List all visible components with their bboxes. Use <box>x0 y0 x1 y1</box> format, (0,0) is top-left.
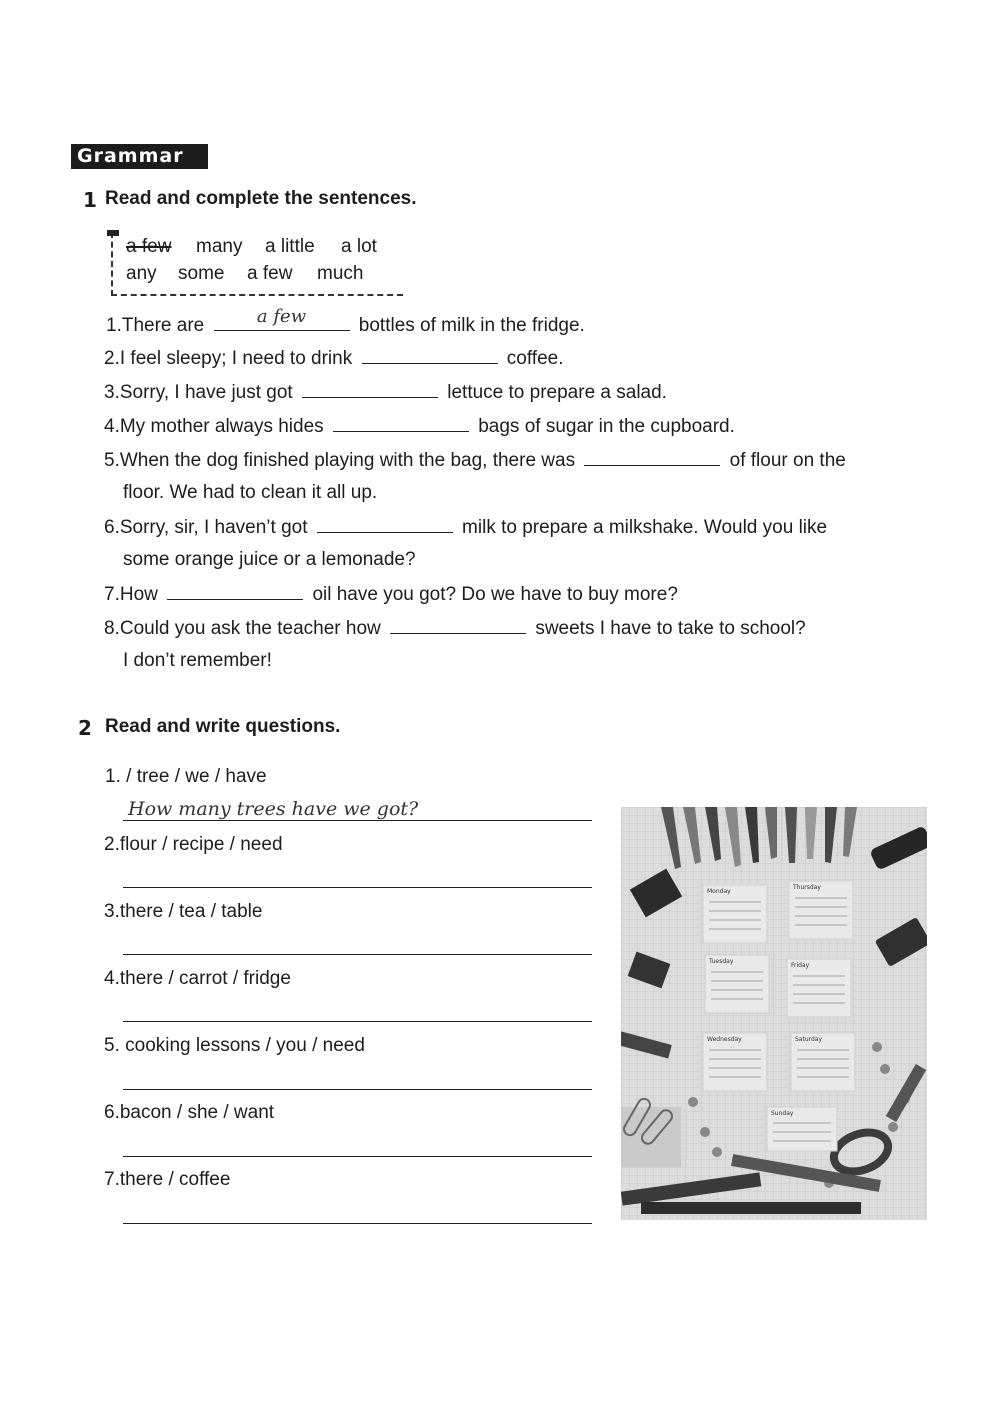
answer-line-1[interactable] <box>123 820 592 821</box>
answer-blank[interactable] <box>584 449 720 466</box>
day-label: Thursday <box>793 884 821 891</box>
prompt-1: 1. / tree / we / have <box>105 766 267 787</box>
answer-blank[interactable] <box>390 617 526 634</box>
word-bank-item: some <box>178 263 225 284</box>
answer-line-7[interactable] <box>123 1223 592 1224</box>
stationery-photo <box>621 807 927 1220</box>
day-label: Saturday <box>795 1036 823 1043</box>
sentence-6-continued: some orange juice or a lemonade? <box>123 549 416 570</box>
sentence-7: 7.How oil have you got? Do we have to buy more? <box>104 584 678 605</box>
answer-line-3[interactable] <box>123 954 592 955</box>
exercise-2-title: Read and write questions. <box>105 716 341 737</box>
exercise-1-number: 1 <box>83 188 97 212</box>
exercise-1-title: Read and complete the sentences. <box>105 188 417 209</box>
prompt-4: 4.there / carrot / fridge <box>104 968 291 989</box>
word-bank-marker <box>107 230 119 236</box>
answer-line-2[interactable] <box>123 887 592 888</box>
word-bank-item: many <box>196 236 243 257</box>
answer-blank[interactable] <box>362 347 498 364</box>
prompt-6: 6.bacon / she / want <box>104 1102 275 1123</box>
answer-blank[interactable] <box>317 516 453 533</box>
sentence-5-continued: floor. We had to clean it all up. <box>123 482 378 503</box>
answer-blank[interactable] <box>302 381 438 398</box>
answer-line-5[interactable] <box>123 1089 592 1090</box>
sentence-5: 5.When the dog finished playing with the bag, there was of flour on the <box>104 450 846 471</box>
word-bank-item: a few <box>126 236 172 257</box>
answer-1-text: How many trees have we got? <box>128 798 419 820</box>
word-bank-item: much <box>317 263 364 284</box>
sentence-2: 2.I feel sleepy; I need to drink coffee. <box>104 348 564 369</box>
prompt-7: 7.there / coffee <box>104 1169 231 1190</box>
prompt-5: 5. cooking lessons / you / need <box>104 1035 365 1056</box>
sentence-4: 4.My mother always hides bags of sugar in the cupboard. <box>104 416 735 437</box>
answer-line-4[interactable] <box>123 1021 592 1022</box>
answer-line-6[interactable] <box>123 1156 592 1157</box>
day-label: Monday <box>707 888 731 895</box>
sentence-8: 8.Could you ask the teacher how sweets I have to take to school? <box>104 618 806 639</box>
word-bank <box>111 232 403 296</box>
prompt-3: 3.there / tea / table <box>104 901 263 922</box>
day-label: Friday <box>791 962 810 969</box>
day-label: Wednesday <box>707 1036 742 1043</box>
sentence-1: 1.There are a few bottles of milk in the fridge. <box>106 306 585 336</box>
answer-blank[interactable] <box>167 583 303 600</box>
sentence-3: 3.Sorry, I have just got lettuce to prepare a salad. <box>104 382 667 403</box>
word-bank-item: any <box>126 263 157 284</box>
word-bank-item: a few <box>247 263 293 284</box>
sentence-8-continued: I don’t remember! <box>123 650 272 671</box>
answer-blank[interactable]: a few <box>214 314 350 331</box>
answer-blank[interactable] <box>333 415 469 432</box>
day-label: Sunday <box>771 1110 794 1117</box>
prompt-2: 2.flour / recipe / need <box>104 834 283 855</box>
word-bank-item: a little <box>265 236 315 257</box>
section-tag: Grammar <box>71 144 208 169</box>
day-label: Tuesday <box>709 958 734 965</box>
sentence-6: 6.Sorry, sir, I haven’t got milk to prepare a milkshake. Would you like <box>104 517 828 538</box>
exercise-2-number: 2 <box>78 716 92 740</box>
word-bank-item: a lot <box>341 236 377 257</box>
